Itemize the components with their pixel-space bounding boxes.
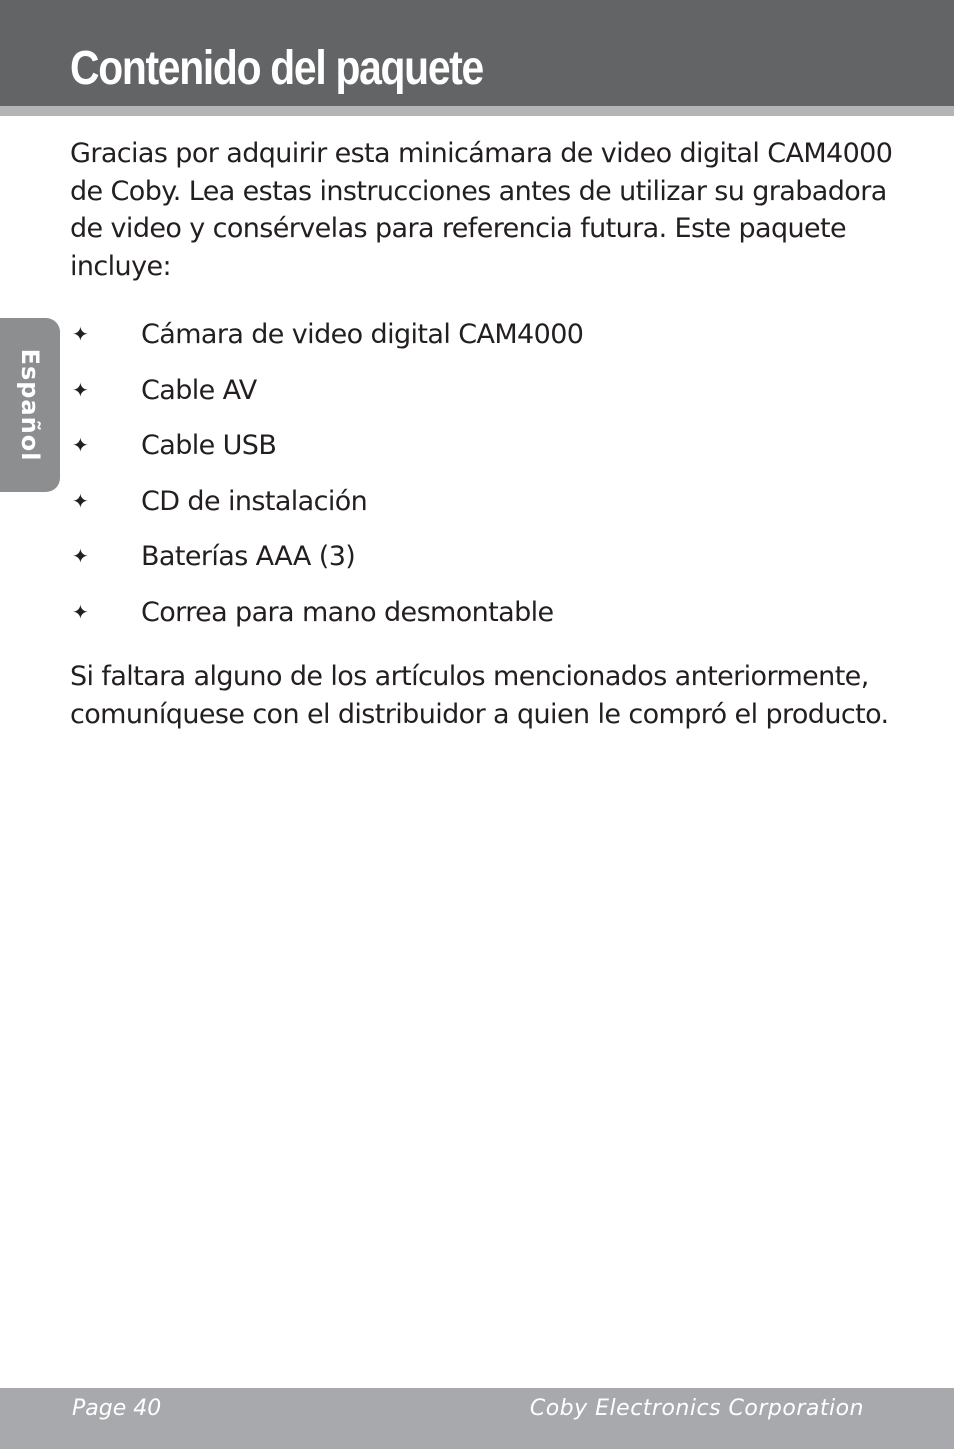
list-item [70, 418, 900, 474]
language-tab [0, 318, 60, 492]
header-stripe [0, 106, 954, 116]
list-item-text: Cable AV [141, 374, 257, 406]
list-item [70, 529, 900, 585]
page-number: Page 40 [72, 1396, 162, 1421]
page-content [70, 135, 900, 733]
list-item [70, 474, 900, 530]
star-bullet-icon: ✦ [72, 377, 89, 402]
list-item-text: Baterías AAA (3) [141, 541, 356, 572]
company-name: Coby Electronics Corporation [529, 1396, 864, 1421]
language-tab-label: Español [16, 348, 44, 462]
star-bullet-icon: ✦ [72, 488, 89, 513]
page-footer [0, 1388, 954, 1449]
star-bullet-icon: ✦ [72, 433, 89, 457]
list-item-text: Correa para mano desmontable [141, 596, 554, 628]
star-bullet-icon: ✦ [72, 599, 89, 624]
page-header [0, 0, 954, 106]
star-bullet-icon: ✦ [72, 544, 89, 568]
page-title: Contenido del paquete [70, 42, 483, 95]
list-item [70, 585, 900, 641]
closing-paragraph: Si faltara alguno de los artículos mencionados anteriormente, comuníquese con el distribuidor a quien le compró el producto. [70, 661, 889, 730]
list-item-text: Cable USB [141, 430, 277, 461]
package-items-list [70, 307, 900, 640]
list-item-text: CD de instalación [141, 485, 368, 517]
star-bullet-icon: ✦ [72, 322, 89, 346]
intro-paragraph: Gracias por adquirir esta minicámara de video digital CAM4000 de Coby. Lea estas instrucciones antes de utilizar su grabadora de video y consérvelas para referencia futura. Este paquete incluye: [70, 138, 893, 282]
list-item [70, 307, 900, 363]
list-item-text: Cámara de video digital CAM4000 [141, 319, 584, 350]
list-item [70, 363, 900, 419]
